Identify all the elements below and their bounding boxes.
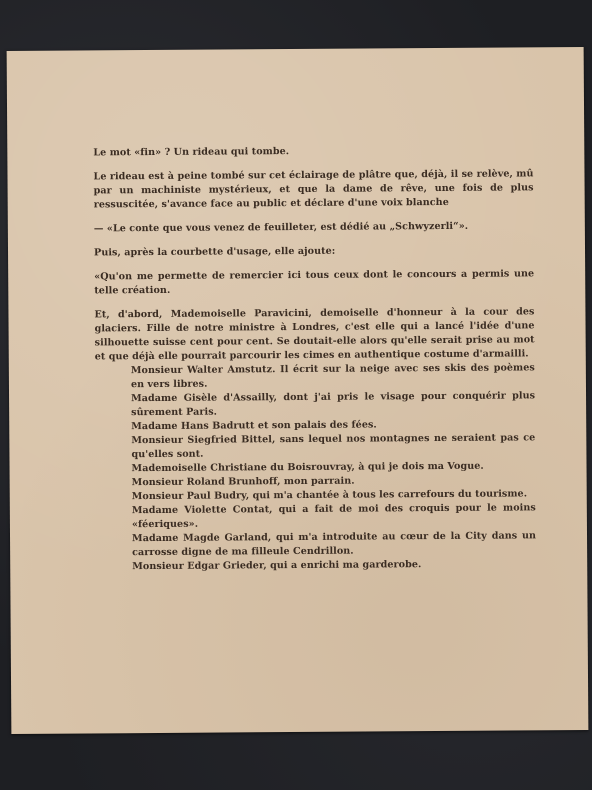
list-item: Madame Hans Badrutt et son palais des fées.	[131, 419, 377, 433]
list-item: Madame Gisèle d'Assailly, dont j'ai pris le visage pour conquérir plus sûrement Paris.	[131, 390, 536, 419]
list-item: Monsieur Edgar Grieder, qui a enrichi ma garderobe.	[132, 559, 422, 573]
paragraph-paravicini: Et, d'abord, Mademoiselle Paravicini, demoiselle d'honneur à la cour des glaciers. Fille de notre ministre à Londres, c'est elle qui a lancé l'idée d'une silhouette suisse cent pour cent. Se doutait-elle alors qu'elle serait prise au mot et que déjà elle pourrait parcourir les cimes en authentique costume d'armailli.	[94, 306, 535, 363]
list-item: Madame Magde Garland, qui m'a introduite au cœur de la City dans un carrosse digne de ma filleule Cendrillon.	[131, 530, 537, 559]
list-item: Monsieur Walter Amstutz. Il écrit sur la neige avec ses skis des poèmes en vers libres.	[130, 362, 535, 391]
list-item: Monsieur Roland Brunhoff, mon parrain.	[131, 475, 355, 489]
paper-page	[7, 47, 589, 734]
paragraph-dedication: — «Le conte que vous venez de feuilleter, est dédié au „Schwyzerli“».	[93, 220, 469, 235]
paragraph-curtain: Le rideau est à peine tombé sur cet éclairage de plâtre que, déjà, il se relève, mû par un machiniste mystérieux, et que la dame de rêve, une fois de plus ressuscitée, s'avance face au public et déclare d'une voix blanche	[93, 168, 534, 211]
paragraph-thanks: «Qu'on me permette de remercier ici tous ceux dont le concours a permis une telle création.	[94, 268, 535, 297]
list-item: Madame Violette Contat, qui a fait de moi des croquis pour le moins «féeriques».	[131, 502, 536, 531]
acknowledgement-list	[95, 361, 536, 574]
paragraph-curtsy: Puis, après la courbette d'usage, elle ajoute:	[93, 245, 336, 259]
list-item: Mademoiselle Christiane du Boisrouvray, à qui je dois ma Vogue.	[131, 460, 484, 475]
list-item: Monsieur Siegfried Bittel, sans lequel nos montagnes ne seraient pas ce qu'elles sont.	[131, 432, 536, 461]
page-text	[93, 143, 536, 574]
list-item: Monsieur Paul Budry, qui m'a chantée à tous les carrefours du tourisme.	[131, 488, 528, 503]
heading-line: Le mot «fin» ? Un rideau qui tombe.	[93, 146, 290, 159]
